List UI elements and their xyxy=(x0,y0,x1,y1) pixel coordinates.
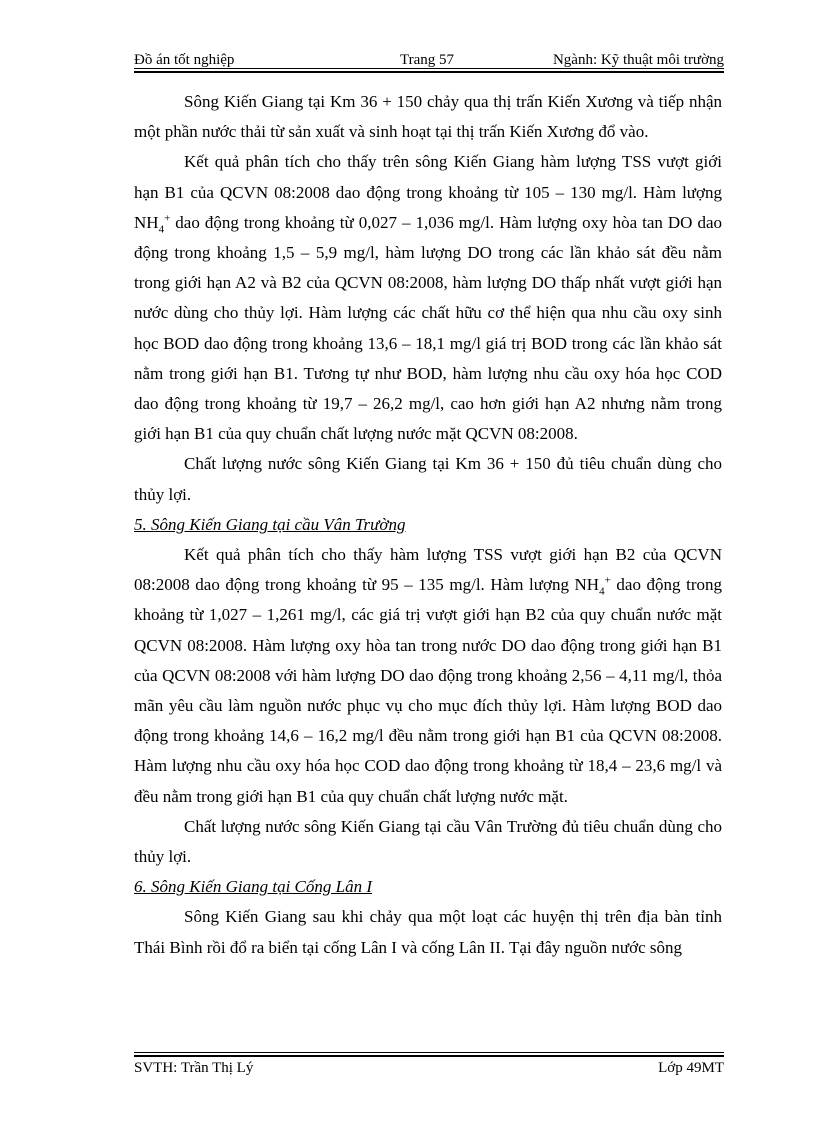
section-heading-5: 5. Sông Kiến Giang tại cầu Vân Trường xyxy=(134,514,406,534)
nh4-superscript: + xyxy=(604,574,611,587)
page-header xyxy=(134,48,724,70)
nh4-superscript: + xyxy=(164,212,171,225)
footer-rule-thick xyxy=(134,1055,724,1057)
paragraph-2-part-b: dao động trong khoảng từ 0,027 – 1,036 mg/l. Hàm lượng oxy hòa tan DO dao động trong khoảng 1,5 – 5,9 mg/l, hàm lượng DO trong các lần khảo sát đều nằm trong giới hạn A2 và B2 của QCVN 08:2008, hàm lượng DO thấp nhất vượt giới hạn nước dùng cho thủy lợi. Hàm lượng các chất hữu cơ thể hiện qua nhu cầu oxy sinh học BOD dao động trong khoảng 13,6 – 18,1 mg/l giá trị BOD trong các lần khảo sát nằm trong giới hạn B1. Tương tự như BOD, hàm lượng nhu cầu oxy hóa học COD dao động trong khoảng từ 19,7 – 26,2 mg/l, cao hơn giới hạn A2 nhưng nằm trong giới hạn B1 của quy chuẩn chất lượng nước mặt QCVN 08:2008. xyxy=(134,212,722,444)
nh4-subscript: 4 xyxy=(599,585,605,598)
nh4-subscript: 4 xyxy=(158,223,165,236)
paragraph-6: Sông Kiến Giang sau khi chảy qua một loạt các huyện thị trên địa bàn tỉnh Thái Bình rồi đổ ra biển tại cống Lân I và cống Lân II. Tại đây nguồn nước sông xyxy=(134,907,722,957)
paragraph-1: Sông Kiến Giang tại Km 36 + 150 chảy qua thị trấn Kiến Xương và tiếp nhận một phần nước thải từ sản xuất và sinh hoạt tại thị trấn Kiến Xương đổ vào. xyxy=(134,92,722,142)
header-rule-thin xyxy=(134,68,724,69)
paragraph-3: Chất lượng nước sông Kiến Giang tại Km 36 + 150 đủ tiêu chuẩn dùng cho thủy lợi. xyxy=(134,454,722,504)
paragraph-4 xyxy=(134,540,722,812)
section-heading-6: 6. Sông Kiến Giang tại Cống Lân I xyxy=(134,877,373,897)
paragraph-2 xyxy=(134,147,722,449)
header-rule-thick xyxy=(134,71,724,73)
paragraph-2-part-a: Kết quả phân tích cho thấy trên sông Kiến Giang hàm lượng TSS vượt giới hạn B1 của QCVN 08:2008 dao động trong khoảng từ 105 – 130 mg/l. Hàm lượng NH xyxy=(134,152,722,232)
paragraph-5: Chất lượng nước sông Kiến Giang tại cầu Vân Trường đủ tiêu chuẩn dùng cho thủy lợi. xyxy=(134,816,722,867)
footer-class: Lớp 49MT xyxy=(658,1060,724,1076)
footer-rule-thin xyxy=(134,1052,724,1053)
footer-student: SVTH: Trần Thị Lý xyxy=(134,1060,254,1076)
header-major: Ngành: Kỹ thuật môi trường xyxy=(552,52,724,68)
paragraph-4-part-b: dao động trong khoảng từ 1,027 – 1,261 mg/l, các giá trị vượt giới hạn B2 của quy chuẩn nước mặt QCVN 08:2008. Hàm lượng oxy hòa tan trong nước DO dao động trong giới hạn B1 của QCVN 08:2008 với hàm lượng DO dao động trong khoảng 2,56 – 4,11 mg/l, thỏa mãn yêu cầu làm nguồn nước phục vụ cho mục đích thủy lợi. Hàm lượng BOD dao động trong khoảng 14,6 – 16,2 mg/l đều nằm trong giới hạn B1 của QCVN 08:2008. Hàm lượng nhu cầu oxy hóa học COD dao động trong khoảng từ 18,4 – 23,6 mg/l và đều nằm trong giới hạn B1 của quy chuẩn chất lượng nước mặt. xyxy=(134,575,722,806)
paragraph-4-part-a: Kết quả phân tích cho thấy hàm lượng TSS vượt giới hạn B2 của QCVN 08:2008 dao động trong khoảng từ 95 – 135 mg/l. Hàm lượng NH xyxy=(134,545,722,595)
page-body xyxy=(134,87,722,963)
header-page-number: Trang 57 xyxy=(400,52,455,68)
header-doc-type: Đồ án tốt nghiệp xyxy=(134,52,235,68)
